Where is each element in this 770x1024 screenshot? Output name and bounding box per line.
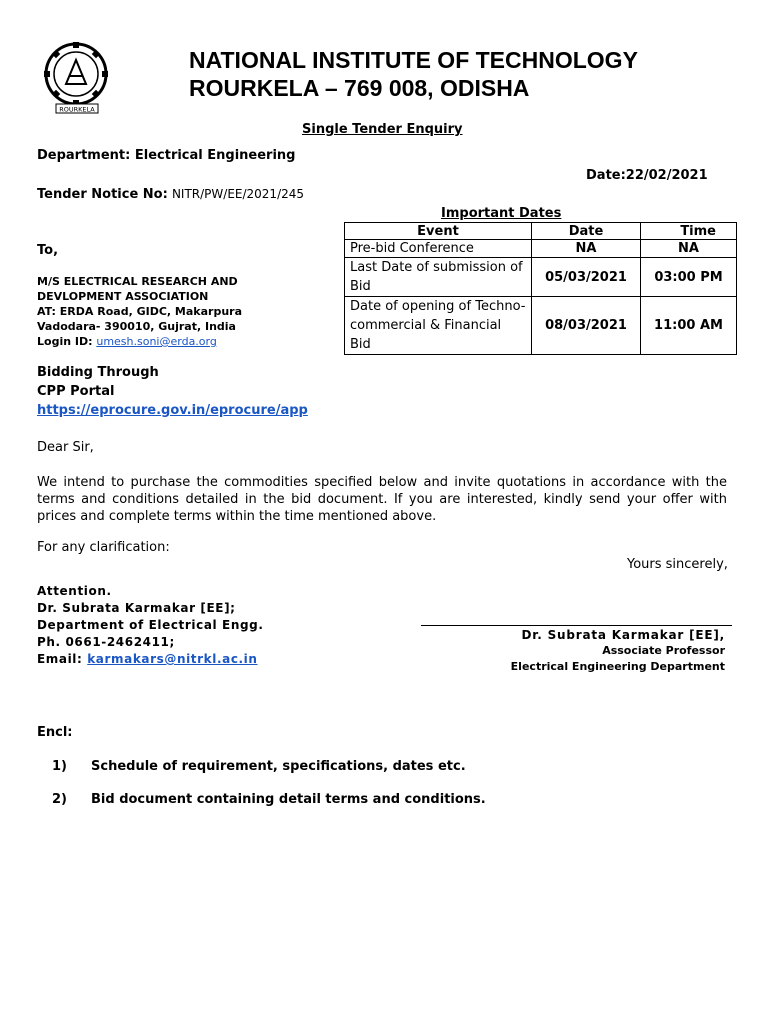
document-heading: Single Tender Enquiry: [302, 122, 463, 137]
table-row: [345, 297, 737, 355]
bidding-block: [37, 363, 308, 420]
title-line-1: NATIONAL INSTITUTE OF TECHNOLOGY: [189, 47, 638, 73]
attention-line-2: Dr. Subrata Karmakar [EE];: [37, 601, 236, 615]
institute-logo: [38, 42, 116, 114]
important-dates-table-wrap: [344, 222, 737, 355]
bidding-line-2: CPP Portal: [37, 384, 115, 399]
title-line-2: ROURKELA – 769 008, ODISHA: [189, 75, 530, 101]
time-cell: NA: [641, 240, 737, 258]
department-line: Department: Electrical Engineering: [37, 148, 296, 163]
header-date: Date: [532, 223, 641, 240]
table-row: [345, 258, 737, 297]
attention-email-line: [37, 651, 264, 668]
event-cell: Date of opening of Techno-commercial & Financial Bid: [345, 297, 532, 355]
table-header-row: [345, 223, 737, 240]
tender-notice: [37, 187, 304, 202]
table-row: [345, 240, 737, 258]
login-label: Login ID:: [37, 335, 93, 348]
clarification-text: For any clarification:: [37, 540, 170, 555]
to-label: To,: [37, 243, 59, 258]
signatory-department: Electrical Engineering Department: [510, 660, 725, 673]
address-line-3: AT: ERDA Road, GIDC, Makarpura: [37, 305, 242, 318]
recipient-address: [37, 274, 327, 349]
attention-block: [37, 583, 264, 668]
login-line: [37, 334, 327, 349]
attention-line-1: Attention.: [37, 584, 112, 598]
header-time: Time: [641, 223, 737, 240]
important-dates-title: Important Dates: [441, 206, 562, 221]
tender-label: Tender Notice No:: [37, 187, 168, 202]
address-line-1: M/S ELECTRICAL RESEARCH AND: [37, 275, 238, 288]
login-email-link[interactable]: umesh.soni@erda.org: [96, 335, 217, 348]
enclosure-label: Encl:: [37, 725, 73, 740]
time-cell: 11:00 AM: [641, 297, 737, 355]
enclosure-text-2: Bid document containing detail terms and conditions.: [91, 792, 486, 807]
institute-title: [189, 46, 638, 102]
attention-line-4: Ph. 0661-2462411;: [37, 635, 175, 649]
salutation: Dear Sir,: [37, 440, 94, 455]
closing-text: Yours sincerely,: [627, 557, 728, 572]
enclosure-text-1: Schedule of requirement, specifications, dates etc.: [91, 759, 466, 774]
important-dates-table: [344, 222, 737, 355]
portal-link[interactable]: https://eprocure.gov.in/eprocure/app: [37, 403, 308, 418]
signature-line: [421, 625, 732, 626]
signatory-name: Dr. Subrata Karmakar [EE],: [521, 628, 725, 642]
date-cell: 08/03/2021: [532, 297, 641, 355]
logo-text: ROURKELA: [59, 105, 95, 114]
signature-block: [421, 627, 725, 675]
enclosure-num-1: 1): [52, 759, 67, 774]
attention-email-link[interactable]: karmakars@nitrkl.ac.in: [87, 652, 258, 666]
tender-number: NITR/PW/EE/2021/245: [171, 187, 305, 201]
body-paragraph: We intend to purchase the commodities specified below and invite quotations in accordance with the terms and conditions detailed in the bid document. If you are interested, kindly send your offer with prices and complete terms within the time mentioned above.: [37, 475, 727, 524]
bidding-line-1: Bidding Through: [37, 365, 159, 380]
header-event: Event: [345, 223, 532, 240]
date-cell: NA: [532, 240, 641, 258]
event-cell: Last Date of submission of Bid: [345, 258, 532, 297]
enclosure-num-2: 2): [52, 792, 67, 807]
address-line-2: DEVLOPMENT ASSOCIATION: [37, 290, 209, 303]
event-cell: Pre-bid Conference: [345, 240, 532, 258]
signatory-designation: Associate Professor: [602, 644, 725, 657]
attention-line-3: Department of Electrical Engg.: [37, 618, 264, 632]
address-line-4: Vadodara- 390010, Gujrat, India: [37, 320, 236, 333]
time-cell: 03:00 PM: [641, 258, 737, 297]
email-label: Email:: [37, 652, 83, 666]
document-date: Date:22/02/2021: [586, 168, 708, 183]
date-cell: 05/03/2021: [532, 258, 641, 297]
